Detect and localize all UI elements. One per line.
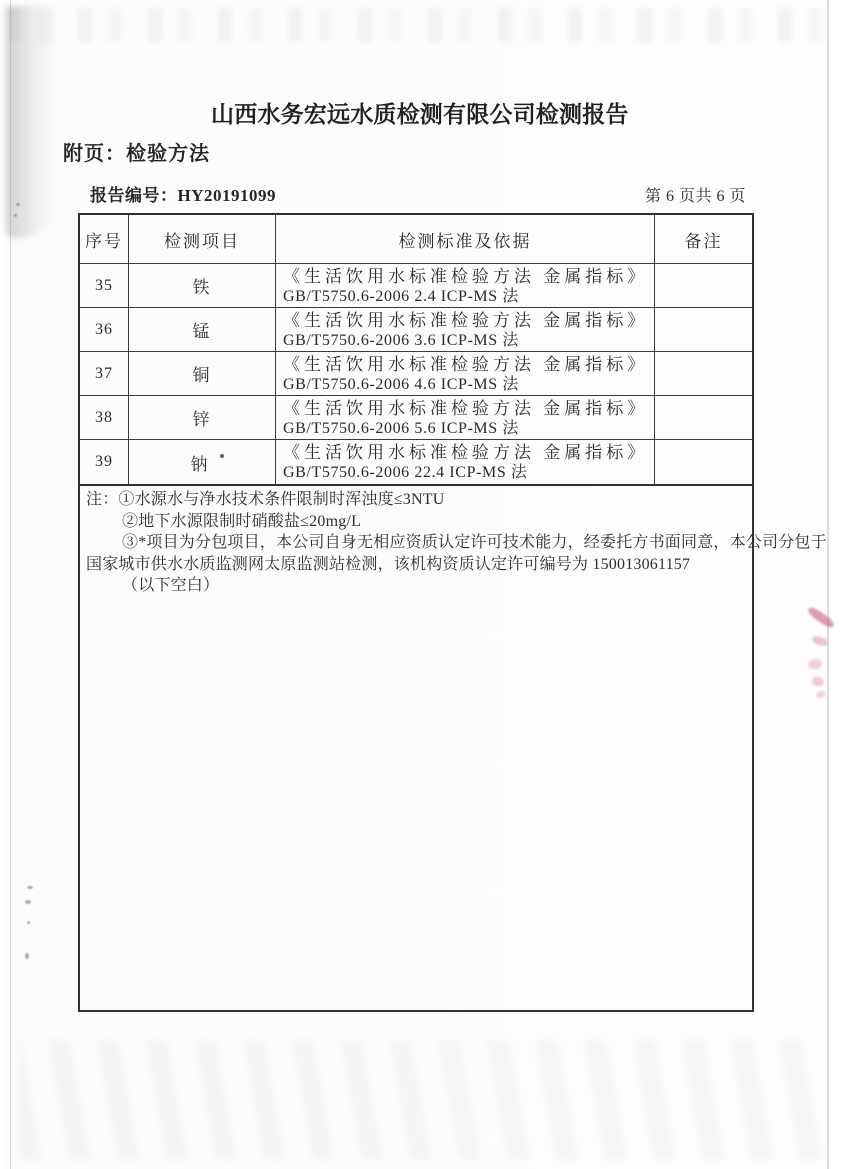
standard-code: GB/T5750.6-2006 22.4 ICP-MS 法	[283, 464, 528, 481]
scan-speck	[25, 900, 31, 904]
report-number: 报告编号：HY20191099	[90, 186, 276, 205]
scan-speck	[14, 214, 17, 217]
red-stamp-mark	[815, 690, 827, 700]
cell-test-item	[129, 440, 276, 484]
scan-shadow-left	[6, 6, 58, 238]
standard-code: GB/T5750.6-2006 4.6 ICP-MS 法	[283, 376, 519, 393]
cell-seq-no: 39	[80, 440, 129, 484]
scan-speck	[25, 953, 29, 959]
table-row	[80, 308, 752, 352]
paper-edge-left	[10, 0, 11, 1169]
header-standard: 检测标准及依据	[276, 215, 655, 264]
table-header-row	[80, 215, 752, 264]
cell-standard	[276, 440, 655, 484]
cell-standard	[276, 308, 655, 352]
test-item-label: 钠	[190, 454, 210, 474]
cell-seq-no: 38	[80, 396, 129, 440]
header-remark: 备注	[655, 215, 752, 264]
cell-remark	[655, 440, 752, 484]
table-row	[80, 352, 752, 396]
standard-name: 《生活饮用水标准检验方法 金属指标》	[283, 267, 649, 286]
scan-noise-bottom	[20, 1040, 820, 1160]
cell-test-item: 铁	[129, 264, 276, 308]
header-seq-no: 序号	[80, 215, 129, 264]
scanner-margin-right	[830, 0, 850, 1169]
standard-name: 《生活饮用水标准检验方法 金属指标》	[283, 443, 649, 462]
standard-code: GB/T5750.6-2006 2.4 ICP-MS 法	[283, 288, 519, 305]
red-stamp-mark	[807, 658, 823, 670]
standard-name: 《生活饮用水标准检验方法 金属指标》	[283, 311, 649, 330]
cell-remark	[655, 352, 752, 396]
cell-standard	[276, 352, 655, 396]
scan-speck	[27, 886, 33, 889]
cell-remark	[655, 308, 752, 352]
note-line-1: 注：①水源水与净水技术条件限制时浑浊度≤3NTU	[86, 491, 445, 508]
notes-box	[78, 483, 827, 1012]
red-stamp-mark	[811, 676, 825, 688]
scan-speck	[16, 203, 20, 206]
table-row	[80, 396, 752, 440]
page-indicator: 第 6 页共 6 页	[645, 188, 747, 205]
scan-speck	[27, 921, 30, 924]
cell-test-item: 锰	[129, 308, 276, 352]
note-line-4: 国家城市供水水质监测网太原监测站检测，该机构资质认定许可编号为 150013061157	[86, 555, 691, 573]
test-methods-table	[78, 213, 754, 486]
report-title: 山西水务宏远水质检测有限公司检测报告	[211, 102, 629, 128]
cell-remark	[655, 396, 752, 440]
cell-test-item: 锌	[129, 396, 276, 440]
cell-seq-no: 37	[80, 352, 129, 396]
ink-dot-artifact	[220, 454, 224, 458]
paper-edge-right	[827, 0, 829, 1169]
attachment-subtitle: 附页：检验方法	[63, 141, 210, 165]
note-line-2: ②地下水源限制时硝酸盐≤20mg/L	[122, 512, 362, 530]
note-line-5: （以下空白）	[122, 577, 220, 594]
cell-remark	[655, 264, 752, 308]
cell-seq-no: 35	[80, 264, 129, 308]
cell-test-item: 铜	[129, 352, 276, 396]
standard-name: 《生活饮用水标准检验方法 金属指标》	[283, 399, 649, 418]
table-row	[80, 440, 752, 484]
cell-standard	[276, 396, 655, 440]
cell-standard	[276, 264, 655, 308]
standard-code: GB/T5750.6-2006 5.6 ICP-MS 法	[283, 420, 519, 437]
note-line-3: ③*项目为分包项目，本公司自身无相应资质认定许可技术能力，经委托方书面同意，本公司分包于	[122, 534, 827, 551]
standard-name: 《生活饮用水标准检验方法 金属指标》	[283, 355, 649, 374]
cell-seq-no: 36	[80, 308, 129, 352]
standard-code: GB/T5750.6-2006 3.6 ICP-MS 法	[283, 332, 519, 349]
scan-noise-top	[8, 8, 830, 42]
header-test-item: 检测项目	[129, 215, 276, 264]
table-row	[80, 264, 752, 308]
